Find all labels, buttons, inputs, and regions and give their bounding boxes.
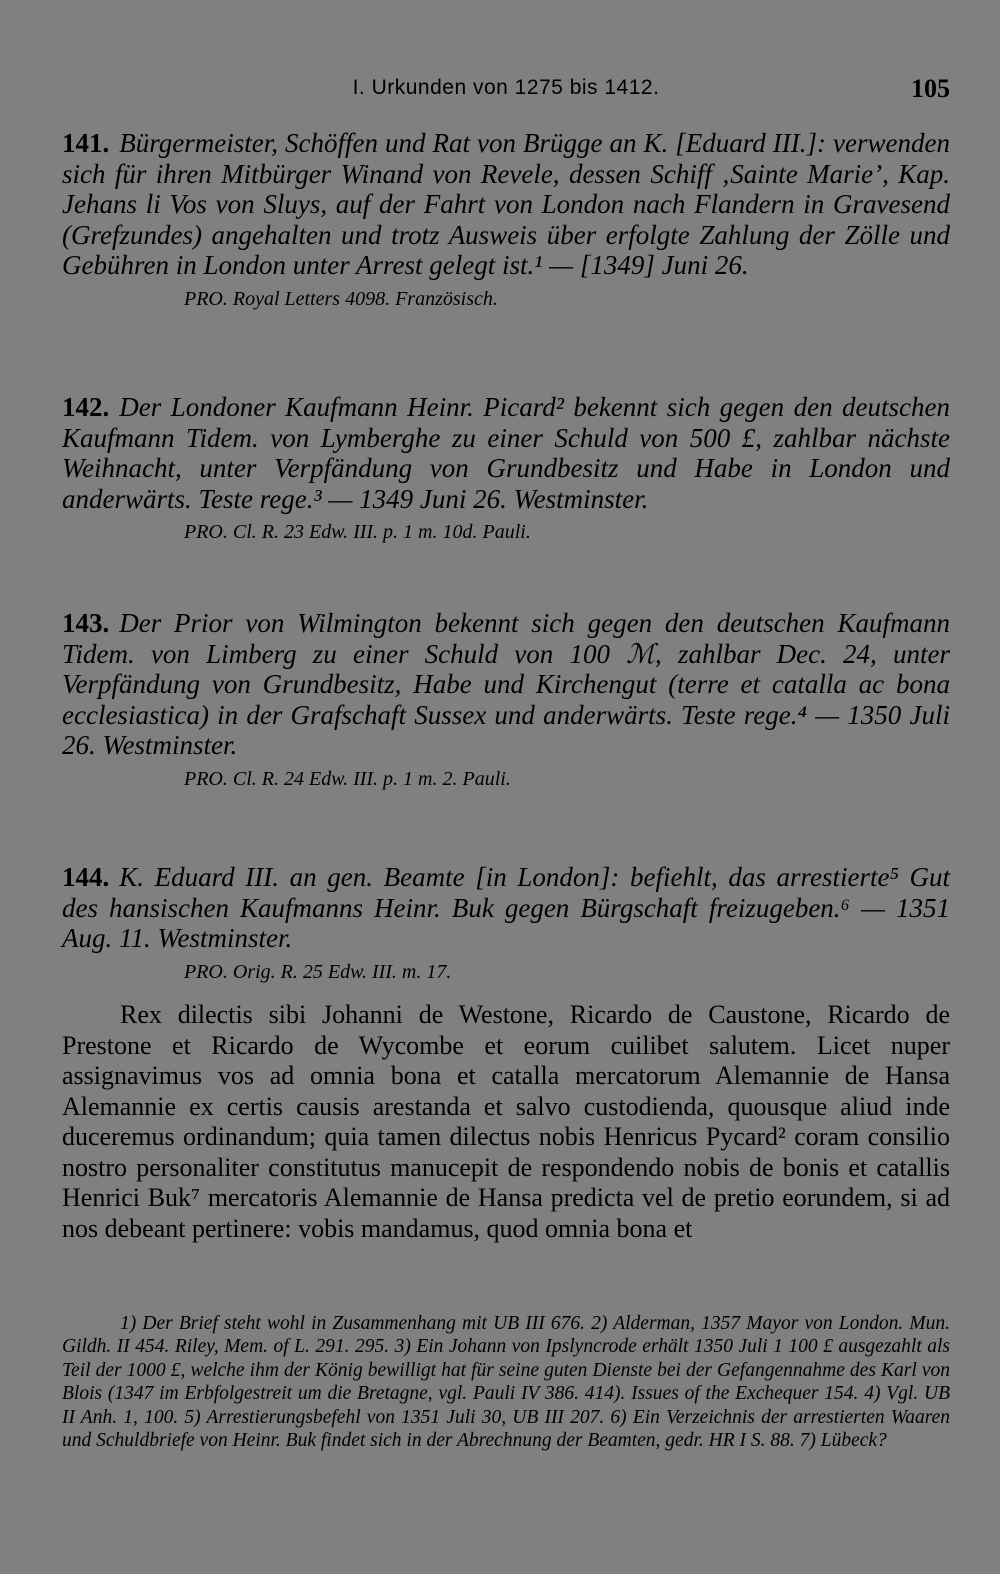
page-number: 105 (911, 74, 950, 103)
entry-source: PRO. Cl. R. 23 Edw. III. p. 1 m. 10d. Pauli. (184, 521, 531, 544)
entry-number: 143. (62, 608, 110, 638)
entry-number: 144. (62, 862, 110, 892)
footnote-text: 1) Der Brief steht wohl in Zusammenhang mit UB III 676. 2) Alderman, 1357 Mayor von London. Mun. Gildh. II 454. Riley, Mem. of L. 291. 295. 3) Ein Johann von Ipslyncrode erhält 1350 Juli 1 100 £ ausgezahlt als Teil der 1000 £, welche ihm der König bewilligt hat für seine guten Dienste bei der Gefangennahme des Karl von Blois (1347 im Erbfolgestreit um die Bretagne, vgl. Pauli IV 386. 414). Issues of the Exchequer 154. 4) Vgl. UB II Anh. 1, 100. 5) Arrestierungsbefehl von 1351 Juli 30, UB III 207. 6) Ein Verzeichnis der arrestierten Waaren und Schuldbriefe von Heinr. Buk findet sich in der Abrechnung der Beamten, gedr. HR I S. 88. 7) Lübeck? (62, 1313, 950, 1452)
entry-source: PRO. Royal Letters 4098. Französisch. (184, 287, 498, 310)
entry-source: PRO. Cl. R. 24 Edw. III. p. 1 m. 2. Pauli. (184, 767, 511, 790)
entry-144 (62, 862, 950, 984)
footnotes (62, 1312, 950, 1452)
page-header (62, 74, 950, 114)
entry-143 (62, 608, 950, 791)
entry-heading (62, 128, 950, 281)
entry-heading (62, 392, 950, 514)
entry-142 (62, 392, 950, 544)
entry-summary: Der Londoner Kaufmann Heinr. Picard² bekennt sich gegen den deutschen Kaufmann Tidem. von Lymberghe zu einer Schuld von 500 £, zahlbar nächste Weihnacht, unter Verpfändung von Grundbesitz und Habe in London und anderwärts. Teste rege.³ — 1349 Juni 26. Westminster. (62, 392, 950, 514)
body-paragraph: Rex dilectis sibi Johanni de Westone, Ricardo de Caustone, Ricardo de Prestone et Ricardo de Wycombe et eorum cuilibet salutem. Licet nuper assignavimus vos ad omnia bona et catalla mercatorum Alemannie de Hansa Alemannie ex certis causis arestanda et salvo custodienda, quousque aliud inde duceremus ordinandum; quia tamen dilectus nobis Henricus Pycard² coram consilio nostro personaliter constitutus manucepit de respondendo nobis de bonis et catallis Henrici Buk⁷ mercatoris Alemannie de Hansa predicta vel de pretio eorundem, si ad nos debeant pertinere: vobis mandamus, quod omnia bona et (62, 1000, 950, 1243)
document-body (62, 1000, 950, 1244)
entry-number: 141. (62, 128, 110, 158)
entry-summary: Bürgermeister, Schöffen und Rat von Brügge an K. [Eduard III.]: verwenden sich für ihren Mitbürger Winand von Revele, dessen Schiff ‚Sainte Marie’, Kap. Jehans li Vos von Sluys, auf der Fahrt von London nach Flandern in Gravesend (Grefzundes) angehalten und trotz Ausweis über erfolgte Zahlung der Zölle und Gebühren in London unter Arrest gelegt ist.¹ — [1349] Juni 26. (62, 128, 950, 281)
entry-summary: K. Eduard III. an gen. Beamte [in London]: befiehlt, das arrestierte⁵ Gut des hansischen Kaufmanns Heinr. Buk gegen Bürgschaft freizugeben.⁶ — 1351 Aug. 11. Westminster. (62, 862, 950, 954)
entry-heading (62, 608, 950, 761)
entry-heading (62, 862, 950, 954)
running-head: I. Urkunden von 1275 bis 1412. (352, 76, 660, 99)
entry-141 (62, 128, 950, 311)
entry-summary: Der Prior von Wilmington bekennt sich gegen den deutschen Kaufmann Tidem. von Limberg zu einer Schuld von 100 ℳ, zahlbar Dec. 24, unter Verpfändung von Grundbesitz, Habe und Kirchengut (terre et catalla ac bona ecclesiastica) in der Grafschaft Sussex und anderwärts. Teste rege.⁴ — 1350 Juli 26. Westminster. (62, 608, 950, 761)
entry-source: PRO. Orig. R. 25 Edw. III. m. 17. (184, 960, 452, 983)
entry-number: 142. (62, 392, 110, 422)
